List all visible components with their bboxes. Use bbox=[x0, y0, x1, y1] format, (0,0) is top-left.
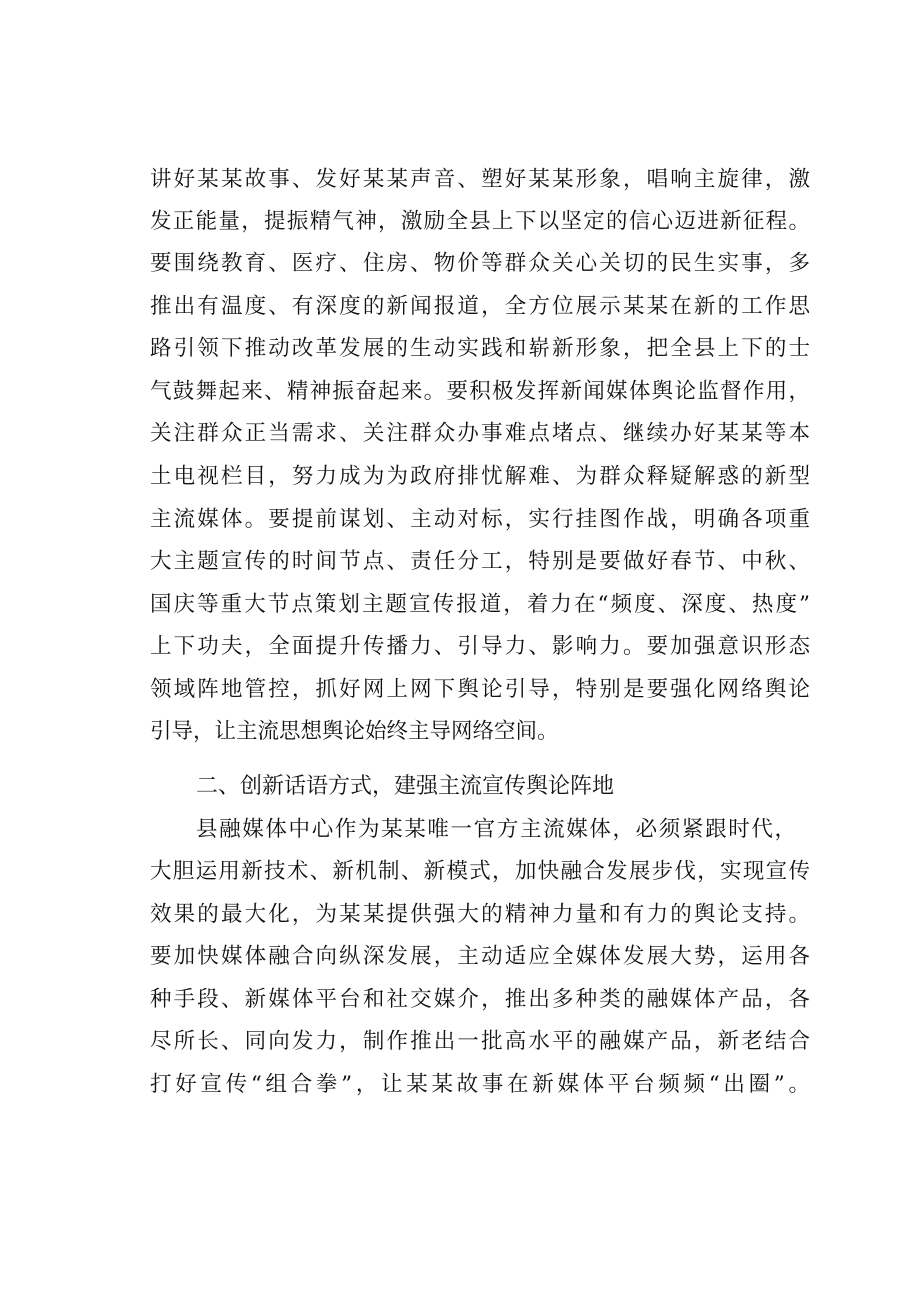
paragraph-1-line-7: 关注群众正当需求、关注群众办事难点堵点、继续办好某某等本 bbox=[150, 421, 810, 446]
paragraph-2-line-3: 效果的最大化，为某某提供强大的精神力量和有力的舆论支持。 bbox=[150, 902, 810, 927]
paragraph-1-line-5: 路引领下推动改革发展的生动实践和崭新形象，把全县上下的士 bbox=[150, 336, 810, 361]
paragraph-2-line-6: 尽所长、同向发力，制作推出一批高水平的融媒产品，新老结合 bbox=[150, 1029, 810, 1054]
paragraph-1-line-1: 讲好某某故事、发好某某声音、塑好某某形象，唱响主旋律，激 bbox=[150, 167, 810, 192]
paragraph-1-line-8: 土电视栏目，努力成为为政府排忧解难、为群众释疑解惑的新型 bbox=[150, 464, 810, 489]
paragraph-2-line-4: 要加快媒体融合向纵深发展，主动适应全媒体发展大势，运用各 bbox=[150, 944, 810, 969]
paragraph-1-line-2: 发正能量，提振精气神，激励全县上下以坚定的信心迈进新征程。 bbox=[150, 209, 810, 234]
paragraph-1-line-13: 领域阵地管控，抓好网上网下舆论引导，特别是要强化网络舆论 bbox=[150, 677, 810, 702]
paragraph-2-line-2: 大胆运用新技术、新机制、新模式，加快融合发展步伐，实现宣传 bbox=[150, 859, 810, 884]
paragraph-2-line-1: 县融媒体中心作为某某唯一官方主流媒体，必须紧跟时代， bbox=[196, 817, 796, 842]
paragraph-2-line-7: 打好宣传“组合拳”，让某某故事在新媒体平台频频“出圈”。 bbox=[150, 1072, 810, 1097]
paragraph-1-line-9: 主流媒体。要提前谋划、主动对标，实行挂图作战，明确各项重 bbox=[150, 507, 810, 532]
section-heading: 二、创新话语方式，建强主流宣传舆论阵地 bbox=[196, 774, 615, 799]
paragraph-2-line-5: 种手段、新媒体平台和社交媒介，推出多种类的融媒体产品，各 bbox=[150, 987, 810, 1012]
paragraph-1-line-12: 上下功夫，全面提升传播力、引导力、影响力。要加强意识形态 bbox=[150, 634, 810, 659]
paragraph-1-line-6: 气鼓舞起来、精神振奋起来。要积极发挥新闻媒体舆论监督作用， bbox=[150, 379, 810, 404]
paragraph-1-line-11: 国庆等重大节点策划主题宣传报道，着力在“频度、深度、热度” bbox=[150, 592, 810, 617]
paragraph-1-line-10: 大主题宣传的时间节点、责任分工，特别是要做好春节、中秋、 bbox=[150, 549, 810, 574]
paragraph-1-line-3: 要围绕教育、医疗、住房、物价等群众关心关切的民生实事，多 bbox=[150, 251, 810, 276]
paragraph-1-line-4: 推出有温度、有深度的新闻报道，全方位展示某某在新的工作思 bbox=[150, 294, 810, 319]
paragraph-1-line-14: 引导，让主流思想舆论始终主导网络空间。 bbox=[150, 719, 559, 744]
